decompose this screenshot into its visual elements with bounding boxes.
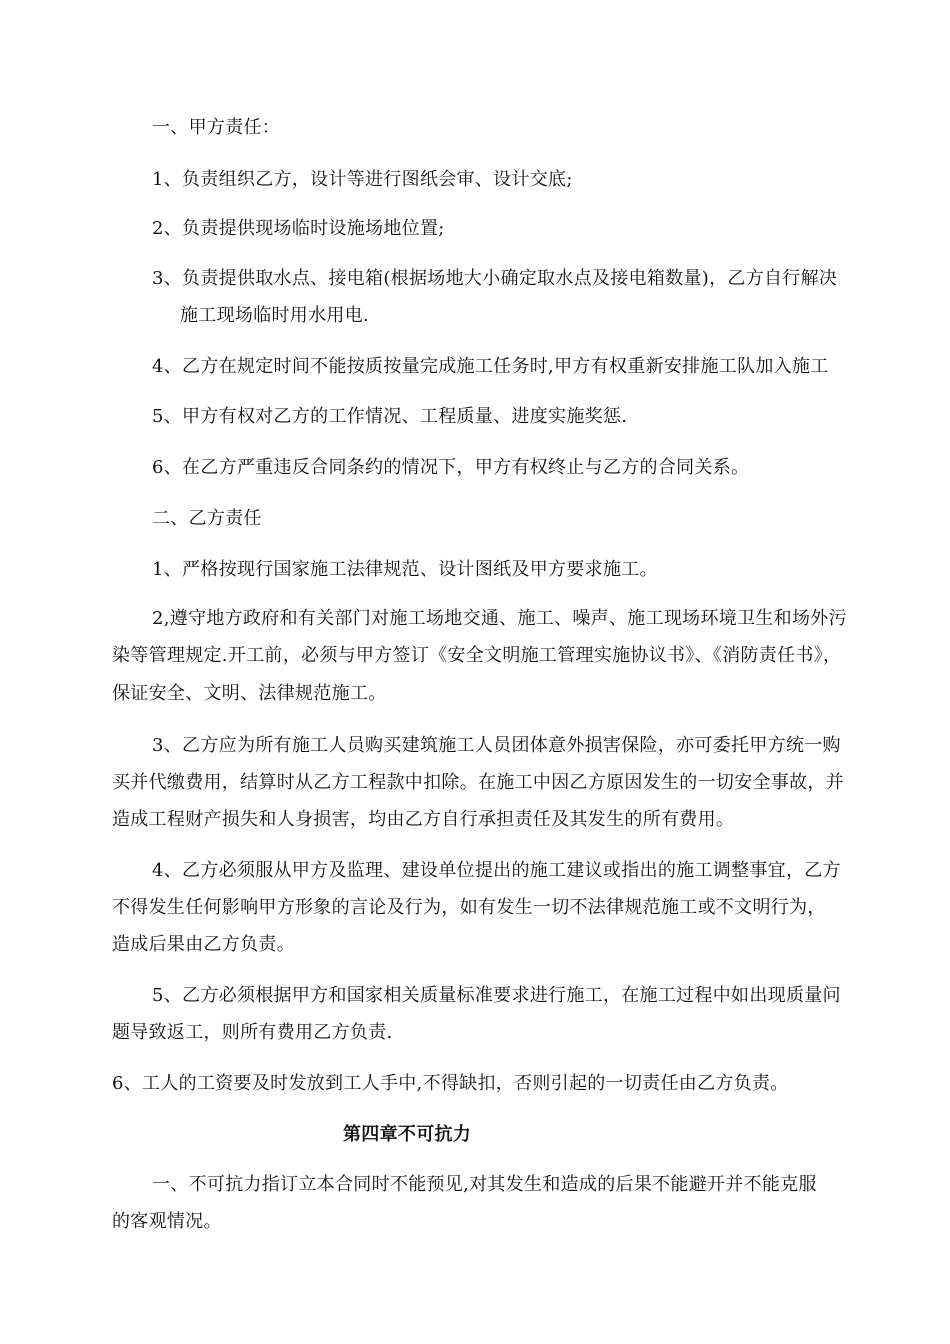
paragraph-line: 6、工人的工资要及时发放到工人手中,不得缺扣，否则引起的一切责任由乙方负责。 (112, 1073, 789, 1094)
paragraph-line: 的客观情况。 (112, 1211, 222, 1232)
paragraph-line: 一、不可抗力指订立本合同时不能预见,对其发生和造成的后果不能避开并不能克服 (152, 1174, 817, 1195)
paragraph-line: 染等管理规定.开工前，必须与甲方签订《安全文明施工管理实施协议书》、《消防责任书》， (112, 645, 842, 666)
section-heading-party-a: 一、甲方责任： (152, 117, 281, 138)
paragraph-line: 6、在乙方严重违反合同条约的情况下，甲方有权终止与乙方的合同关系。 (152, 457, 750, 478)
paragraph-line: 5、甲方有权对乙方的工作情况、工程质量、进度实施奖惩. (152, 406, 628, 427)
paragraph-line: 2、负责提供现场临时设施场地位置; (152, 218, 445, 239)
section-heading-party-b: 二、乙方责任 (152, 508, 262, 529)
paragraph-line: 1、负责组织乙方，设计等进行图纸会审、设计交底; (152, 169, 573, 190)
paragraph-line: 造成工程财产损失和人身损害，均由乙方自行承担责任及其发生的所有费用。 (112, 809, 735, 830)
paragraph-line: 5、乙方必须根据甲方和国家相关质量标准要求进行施工，在施工过程中如出现质量问 (152, 985, 841, 1006)
paragraph-line: 买并代缴费用，结算时从乙方工程款中扣除。在施工中因乙方原因发生的一切安全事故，并 (112, 772, 844, 793)
paragraph-line: 2,遵守地方政府和有关部门对施工场地交通、施工、噪声、施工现场环境卫生和场外污 (152, 608, 847, 629)
paragraph-line: 保证安全、文明、法律规范施工。 (112, 683, 387, 704)
paragraph-line: 题导致返工，则所有费用乙方负责. (112, 1022, 393, 1043)
paragraph-line: 3、负责提供取水点、接电箱(根据场地大小确定取水点及接电箱数量)，乙方自行解决 (152, 268, 838, 289)
paragraph-line: 4、乙方在规定时间不能按质按量完成施工任务时,甲方有权重新安排施工队加入施工 (152, 356, 829, 377)
paragraph-line: 造成后果由乙方负责。 (112, 934, 295, 955)
paragraph-line: 3、乙方应为所有施工人员购买建筑施工人员团体意外损害保险，亦可委托甲方统一购 (152, 735, 841, 756)
chapter-title: 第四章不可抗力 (343, 1124, 472, 1145)
paragraph-line: 1、严格按现行国家施工法律规范、设计图纸及甲方要求施工。 (152, 559, 658, 580)
paragraph-line: 施工现场临时用水用电. (180, 305, 370, 326)
paragraph-line: 不得发生任何影响甲方形象的言论及行为，如有发生一切不法律规范施工或不文明行为， (112, 897, 826, 918)
paragraph-line: 4、乙方必须服从甲方及监理、建设单位提出的施工建议或指出的施工调整事宜，乙方 (152, 860, 841, 881)
